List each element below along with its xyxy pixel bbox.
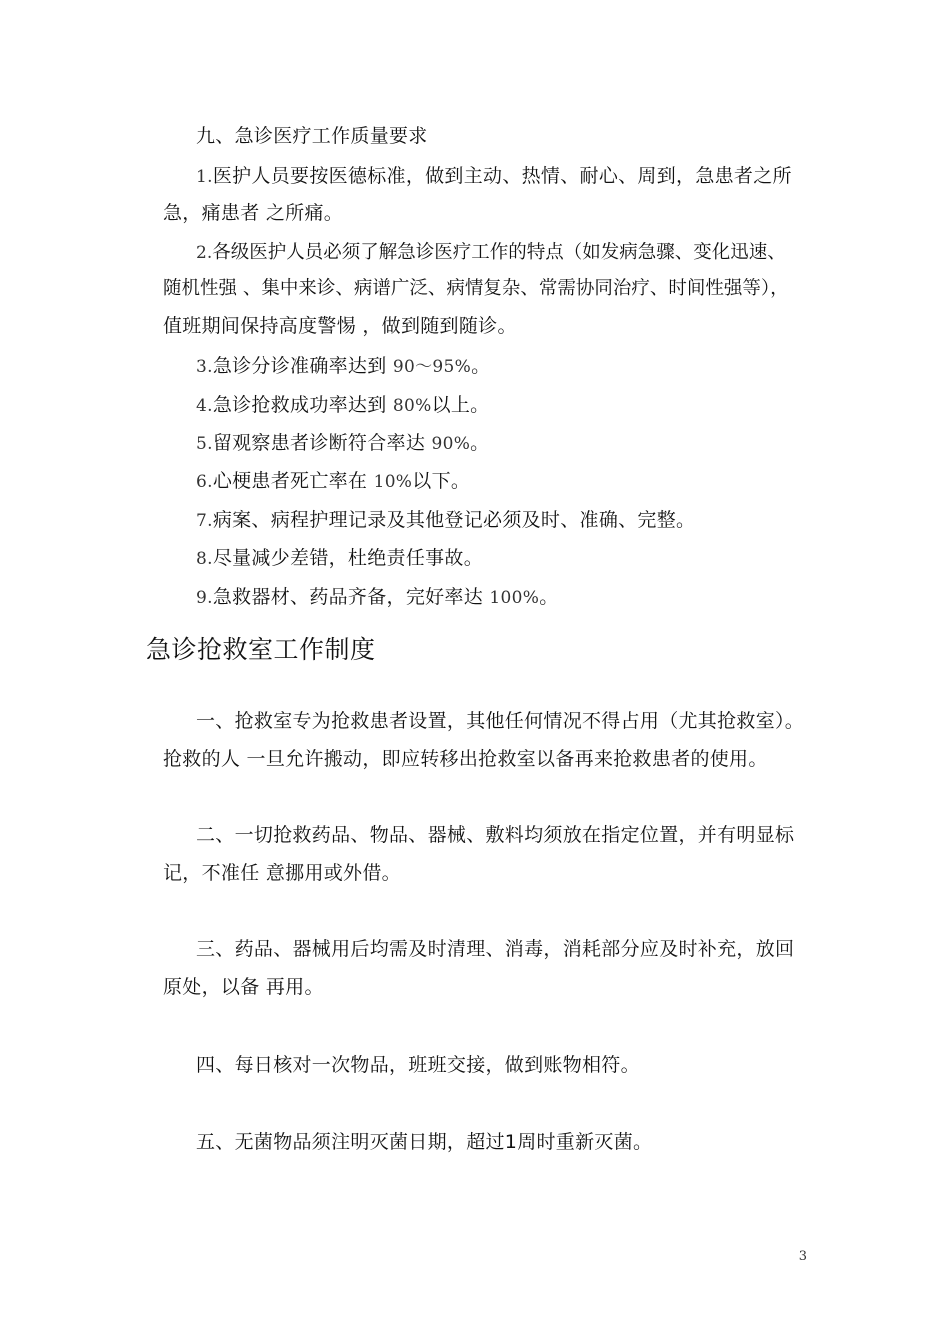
item-text-end: 以下。 <box>412 470 471 492</box>
list-item-4 <box>196 392 489 419</box>
rule-3: 三、药品、器械用后均需及时清理、消毒，消耗部分应及时补充，放回 <box>196 938 795 960</box>
item-number: 4. <box>196 396 213 416</box>
item-text-end: 。 <box>470 432 490 454</box>
item-text: 病案、病程护理记录及其他登记必须及时、准确、完整。 <box>212 509 696 531</box>
item-value: 90～95% <box>392 357 472 377</box>
item-number: 8. <box>196 549 213 569</box>
page-number: 3 <box>798 1249 807 1264</box>
list-item-7 <box>196 507 695 534</box>
item-number: 1. <box>196 167 213 187</box>
list-item-2-cont: 值班期间保持高度警惕 ，做到随到随诊。 <box>163 315 517 337</box>
item-value: 100% <box>489 588 540 608</box>
page-heading: 急诊抢救室工作制度 <box>146 635 376 664</box>
rule-5: 五、无菌物品须注明灭菌日期，超过1周时重新灭菌。 <box>196 1131 653 1153</box>
item-text: 急诊分诊准确率达到 <box>212 355 393 377</box>
item-number: 2. <box>196 243 213 263</box>
rule-1-cont: 抢救的人 一旦允许搬动，即应转移出抢救室以备再来抢救患者的使用。 <box>163 748 768 770</box>
rule-2-cont: 记，不准任 意挪用或外借。 <box>163 862 401 884</box>
item-text: 急救器材、药品齐备，完好率达 <box>212 586 490 608</box>
list-item-3 <box>196 353 490 380</box>
item-number: 9. <box>196 588 213 608</box>
item-number: 6. <box>196 472 213 492</box>
rule-4: 四、每日核对一次物品，班班交接，做到账物相符。 <box>196 1054 640 1076</box>
list-item-5 <box>196 430 489 457</box>
list-item-8 <box>196 545 483 572</box>
list-item-9 <box>196 584 559 611</box>
item-text: 医护人员要按医德标准，做到主动、热情、耐心、周到，急患者之所 <box>212 165 792 187</box>
item-text: 尽量减少差错，杜绝责任事故。 <box>212 547 484 569</box>
rule-3-cont: 原处，以备 再用。 <box>163 976 324 998</box>
item-text-end: 。 <box>539 586 559 608</box>
item-number: 7. <box>196 511 213 531</box>
item-text-end: 。 <box>471 355 491 377</box>
item-number: 5. <box>196 434 213 454</box>
item-value: 90% <box>431 434 471 454</box>
item-text: 留观察患者诊断符合率达 <box>212 432 432 454</box>
item-value: 10% <box>373 472 413 492</box>
list-item-2 <box>196 240 786 266</box>
item-text: 心梗患者死亡率在 <box>212 470 374 492</box>
item-number: 3. <box>196 357 213 377</box>
list-item-2-cont: 随机性强 、集中来诊、病谱广泛、病情复杂、常需协同治疗、时间性强等）， <box>163 278 789 299</box>
list-item-1-cont: 急，痛患者 之所痛。 <box>163 202 344 224</box>
list-item-6 <box>196 468 470 495</box>
list-item-1 <box>196 163 792 190</box>
item-value: 80% <box>392 396 432 416</box>
rule-2: 二、一切抢救药品、物品、器械、敷料均须放在指定位置，并有明显标 <box>196 824 795 846</box>
item-text: 急诊抢救成功率达到 <box>212 394 393 416</box>
section-title: 九、急诊医疗工作质量要求 <box>196 125 428 147</box>
item-text-end: 以上。 <box>431 394 490 416</box>
item-text: 各级医护人员必须了解急诊医疗工作的特点（如发病急骤、变化迅速、 <box>212 242 786 263</box>
rule-1: 一、抢救室专为抢救患者设置，其他任何情况不得占用（尤其抢救室）。 <box>196 710 805 732</box>
